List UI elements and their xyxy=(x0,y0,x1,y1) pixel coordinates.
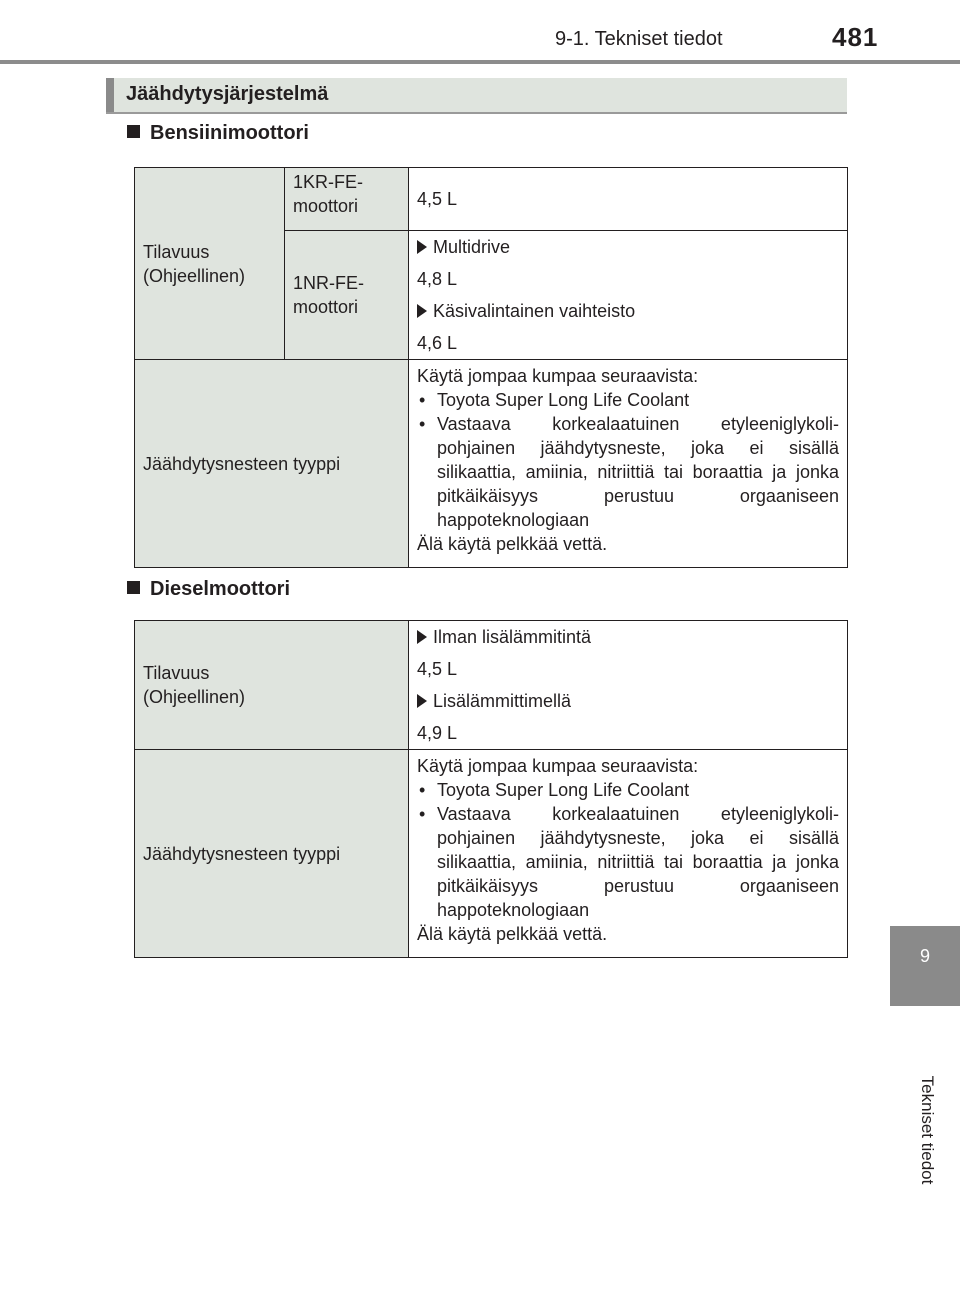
option-manual xyxy=(417,299,839,323)
option-label: Käsivalintainen vaihteisto xyxy=(433,301,636,321)
diesel-capacity-values xyxy=(409,621,848,750)
engine-1nr-label: 1NR-FE- moottori xyxy=(285,231,409,360)
petrol-heading xyxy=(127,122,309,145)
option-no-heater xyxy=(417,625,839,649)
list-item: • Toyota Super Long Life Coolant xyxy=(417,388,839,412)
square-bullet-icon xyxy=(127,125,140,138)
option-value: 4,9 L xyxy=(417,723,458,743)
petrol-heading-text: Bensiinimoottori xyxy=(150,122,309,144)
capacity-label: Tilavuus (Ohjeellinen) xyxy=(135,168,285,360)
arrow-right-icon xyxy=(417,240,427,254)
page-number: 481 xyxy=(832,22,879,52)
list-item: • Vastaava korkealaatuinen etyleeniglykoli-pohjainen jäähdytysneste, joka ei sisällä silikaattia, amiinia, nitriittiä tai boraattia ja jonka pitkäikäisyys perustuu orgaaniseen happoteknologiaan xyxy=(417,412,839,532)
diesel-heading-text: Dieselmoottori xyxy=(150,578,291,600)
engine-1kr-value: 4,5 L xyxy=(409,168,848,231)
list-item: • Vastaava korkealaatuinen etyleeniglykoli-pohjainen jäähdytysneste, joka ei sisällä silikaattia, amiinia, nitriittiä tai boraattia ja jonka pitkäikäisyys perustuu orgaaniseen happoteknologiaan xyxy=(417,802,839,922)
coolant-type-desc xyxy=(409,750,848,958)
option-value: 4,8 L xyxy=(417,269,458,289)
section-accent xyxy=(106,78,114,112)
coolant-list xyxy=(417,778,839,922)
arrow-right-icon xyxy=(417,694,427,708)
coolant-type-desc xyxy=(409,360,848,568)
coolant-outro: Älä käytä pelkkää vettä. xyxy=(417,534,608,554)
diesel-heading xyxy=(127,578,290,601)
coolant-type-label: Jäähdytysnesteen tyyppi xyxy=(135,360,409,568)
petrol-spec-table xyxy=(134,167,848,568)
chapter-tab xyxy=(890,926,960,1006)
arrow-right-icon xyxy=(417,630,427,644)
option-value: 4,6 L xyxy=(417,333,458,353)
option-multidrive xyxy=(417,235,839,259)
coolant-list xyxy=(417,388,839,532)
chapter-number: 9 xyxy=(919,946,930,966)
section-title-bar xyxy=(106,78,847,114)
coolant-intro: Käytä jompaa kumpaa seuraavista: xyxy=(417,366,699,386)
engine-1kr-label: 1KR-FE- moottori xyxy=(285,168,409,231)
header-rule xyxy=(0,60,960,64)
coolant-intro: Käytä jompaa kumpaa seuraavista: xyxy=(417,756,699,776)
capacity-label: Tilavuus (Ohjeellinen) xyxy=(135,621,409,750)
option-value: 4,5 L xyxy=(417,659,458,679)
header-chapter: 9-1. Tekniset tiedot xyxy=(555,28,723,50)
square-bullet-icon xyxy=(127,581,140,594)
list-item: • Toyota Super Long Life Coolant xyxy=(417,778,839,802)
chapter-side-label: Tekniset tiedot xyxy=(918,1075,937,1185)
coolant-outro: Älä käytä pelkkää vettä. xyxy=(417,924,608,944)
arrow-right-icon xyxy=(417,304,427,318)
engine-1nr-values xyxy=(409,231,848,360)
section-title: Jäähdytysjärjestelmä xyxy=(126,83,329,105)
option-label: Multidrive xyxy=(433,237,511,257)
option-label: Ilman lisälämmitintä xyxy=(433,627,592,647)
option-with-heater xyxy=(417,689,839,713)
coolant-type-label: Jäähdytysnesteen tyyppi xyxy=(135,750,409,958)
option-label: Lisälämmittimellä xyxy=(433,691,572,711)
diesel-spec-table xyxy=(134,620,848,958)
